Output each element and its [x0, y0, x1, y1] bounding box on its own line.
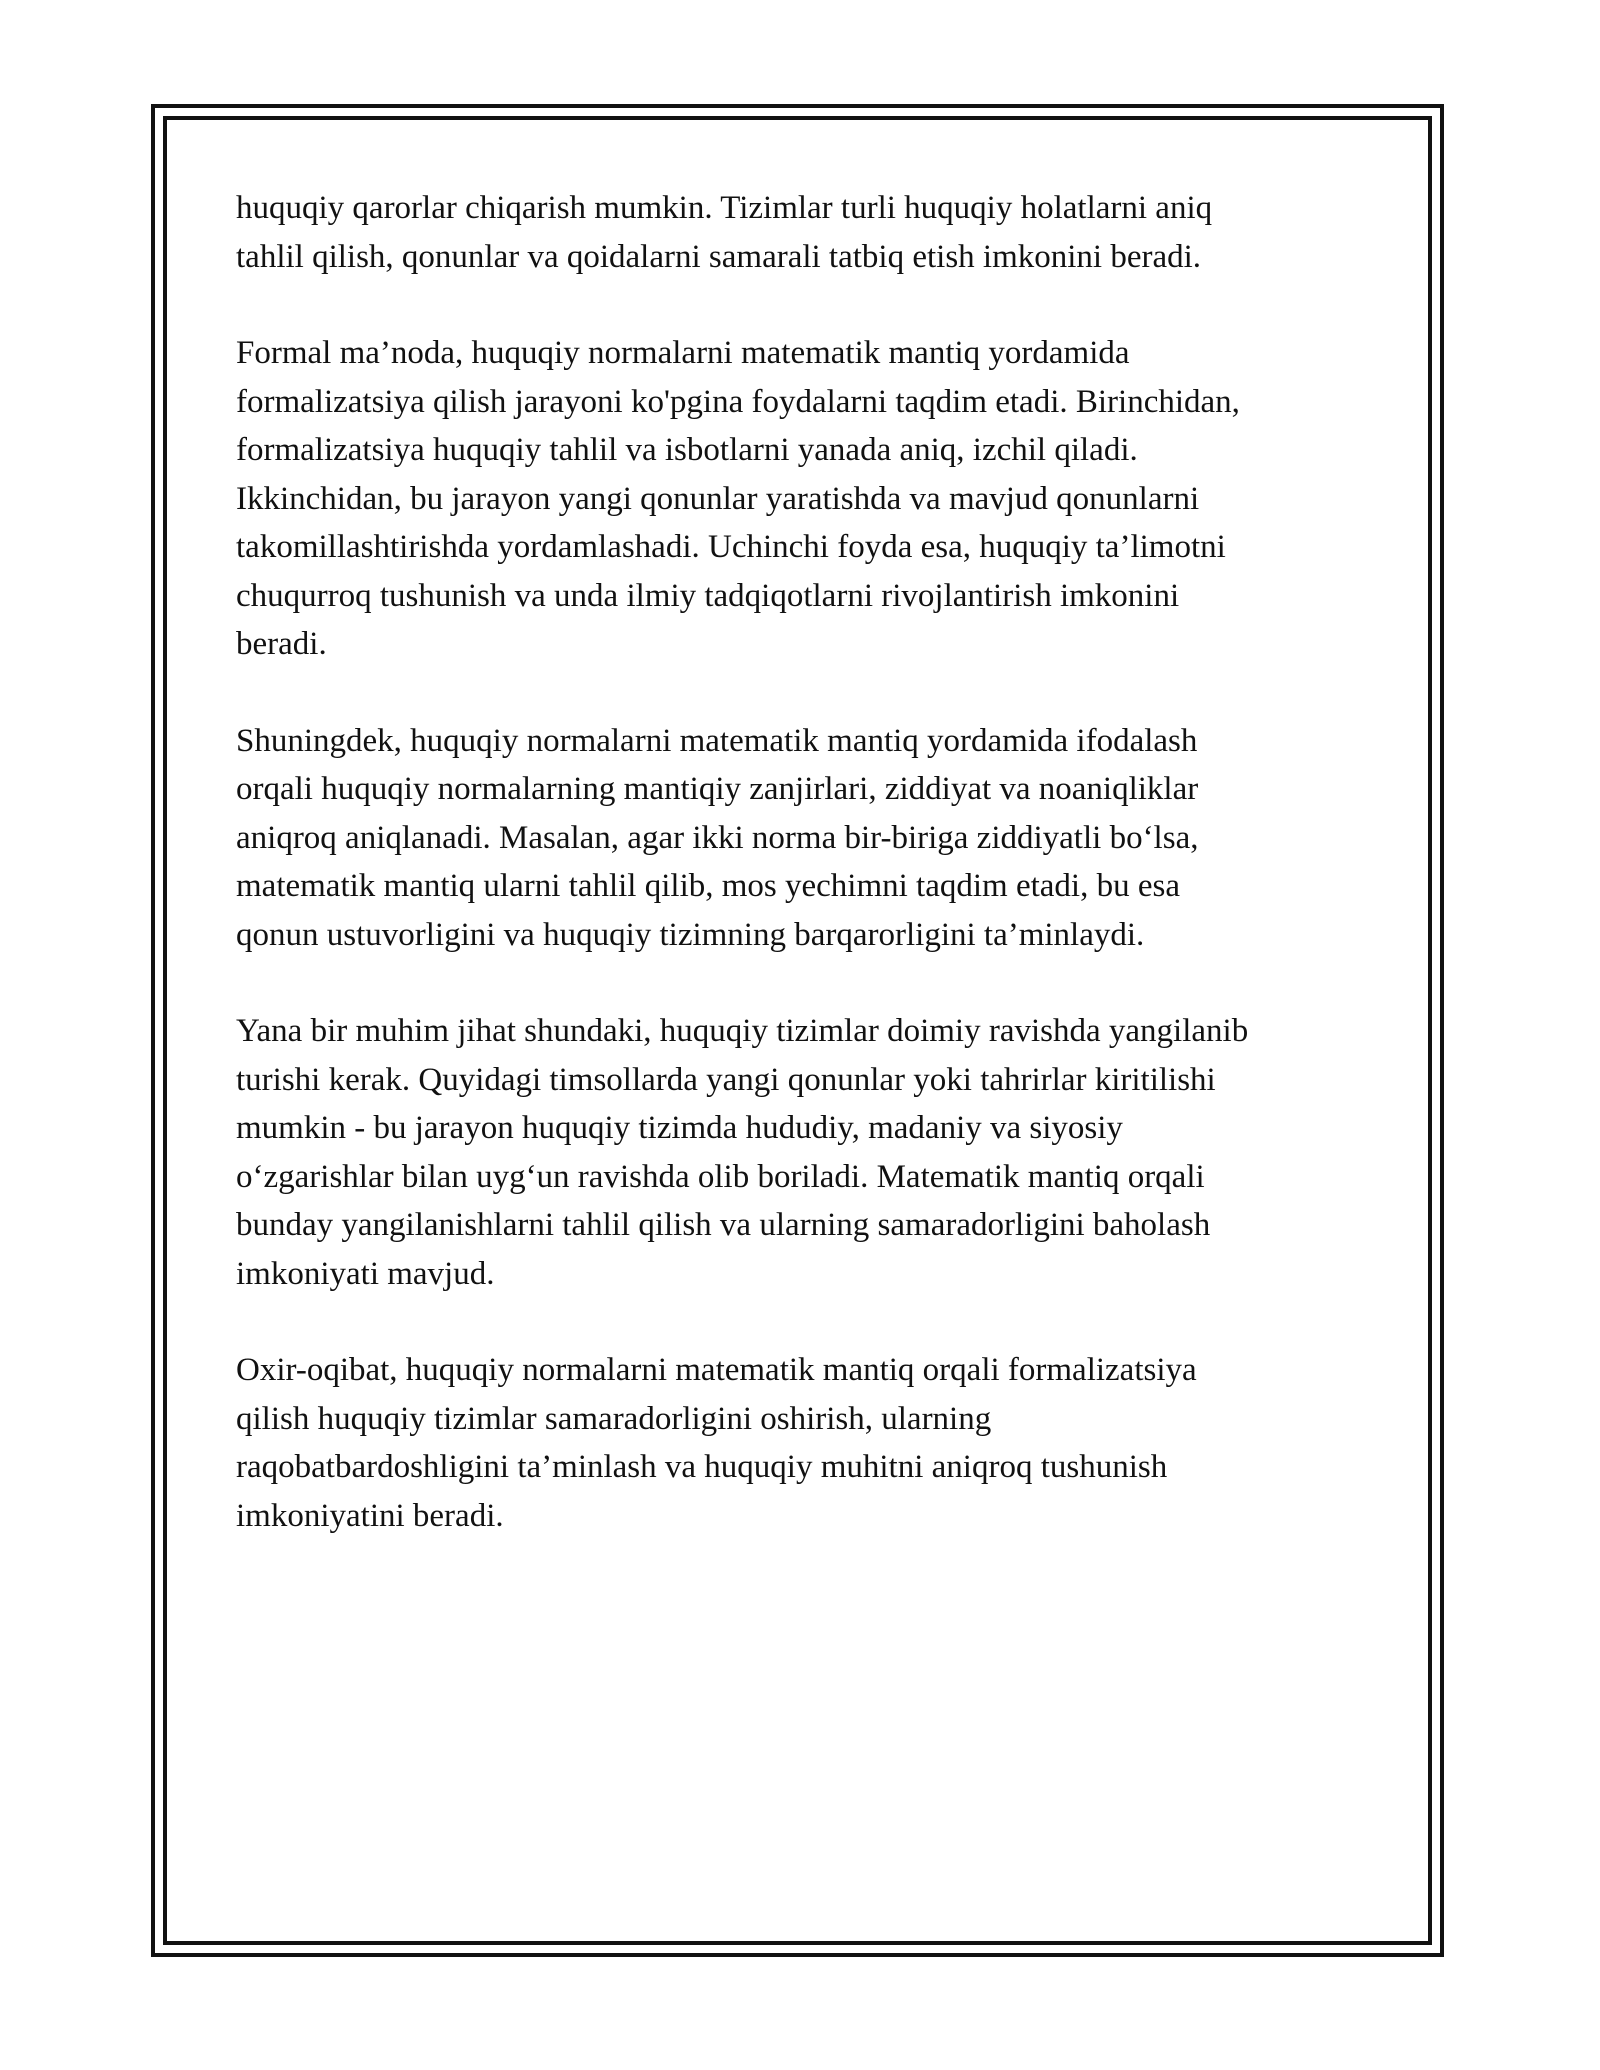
- text-line: Ikkinchidan, bu jarayon yangi qonunlar yaratishda va mavjud qonunlarni: [236, 480, 1200, 517]
- text-line: qilish huquqiy tizimlar samaradorligini oshirish, ularning: [236, 1400, 992, 1437]
- paragraph-3: [236, 717, 1376, 960]
- text-line: bunday yangilanishlarni tahlil qilish va ularning samaradorligini baholash: [236, 1207, 1211, 1243]
- text-line: Formal ma’noda, huquqiy normalarni matematik mantiq yordamida: [236, 335, 1130, 371]
- text-line: chuqurroq tushunish va unda ilmiy tadqiqotlarni rivojlantirish imkonini: [236, 577, 1180, 614]
- text-line: raqobatbardoshligini ta’minlash va huquqiy muhitni aniqroq tushunish: [236, 1449, 1168, 1485]
- text-line: formalizatsiya qilish jarayoni ko'pgina foydalarni taqdim etadi. Birinchidan,: [236, 383, 1240, 420]
- paragraph-4: [236, 1007, 1376, 1298]
- text-line: Oxir-oqibat, huquqiy normalarni matematik mantiq orqali formalizatsiya: [236, 1352, 1197, 1388]
- text-line: takomillashtirishda yordamlashadi. Uchinchi foyda esa, huquqiy ta’limotni: [236, 529, 1226, 565]
- text-line: tahlil qilish, qonunlar va qoidalarni samarali tatbiq etish imkonini beradi.: [236, 238, 1202, 275]
- paragraph-2: [236, 329, 1376, 669]
- text-line: qonun ustuvorligini va huquqiy tizimning barqarorligini ta’minlaydi.: [236, 916, 1145, 953]
- text-line: huquqiy qarorlar chiqarish mumkin. Tizimlar turli huquqiy holatlarni aniq: [236, 190, 1213, 226]
- text-line: aniqroq aniqlanadi. Masalan, agar ikki norma bir-biriga ziddiyatli bo‘lsa,: [236, 819, 1199, 856]
- text-line: o‘zgarishlar bilan uyg‘un ravishda olib boriladi. Matematik mantiq orqali: [236, 1158, 1205, 1195]
- text-line: Shuningdek, huquqiy normalarni matematik mantiq yordamida ifodalash: [236, 722, 1198, 759]
- text-line: mumkin - bu jarayon huquqiy tizimda hududiy, madaniy va siyosiy: [236, 1110, 1123, 1146]
- text-line: turishi kerak. Quyidagi timsollarda yangi qonunlar yoki tahrirlar kiritilishi: [236, 1061, 1216, 1098]
- document-body: [236, 184, 1376, 1588]
- text-line: imkoniyati mavjud.: [236, 1255, 495, 1292]
- text-line: orqali huquqiy normalarning mantiqiy zanjirlari, ziddiyat va noaniqliklar: [236, 771, 1199, 807]
- text-line: formalizatsiya huquqiy tahlil va isbotlarni yanada aniq, izchil qiladi.: [236, 432, 1138, 468]
- text-line: Yana bir muhim jihat shundaki, huquqiy tizimlar doimiy ravishda yangilanib: [236, 1013, 1249, 1049]
- text-line: matematik mantiq ularni tahlil qilib, mos yechimni taqdim etadi, bu esa: [236, 868, 1180, 904]
- paragraph-1: [236, 184, 1376, 281]
- paragraph-5: [236, 1346, 1376, 1540]
- text-line: imkoniyatini beradi.: [236, 1497, 504, 1534]
- text-line: beradi.: [236, 626, 327, 662]
